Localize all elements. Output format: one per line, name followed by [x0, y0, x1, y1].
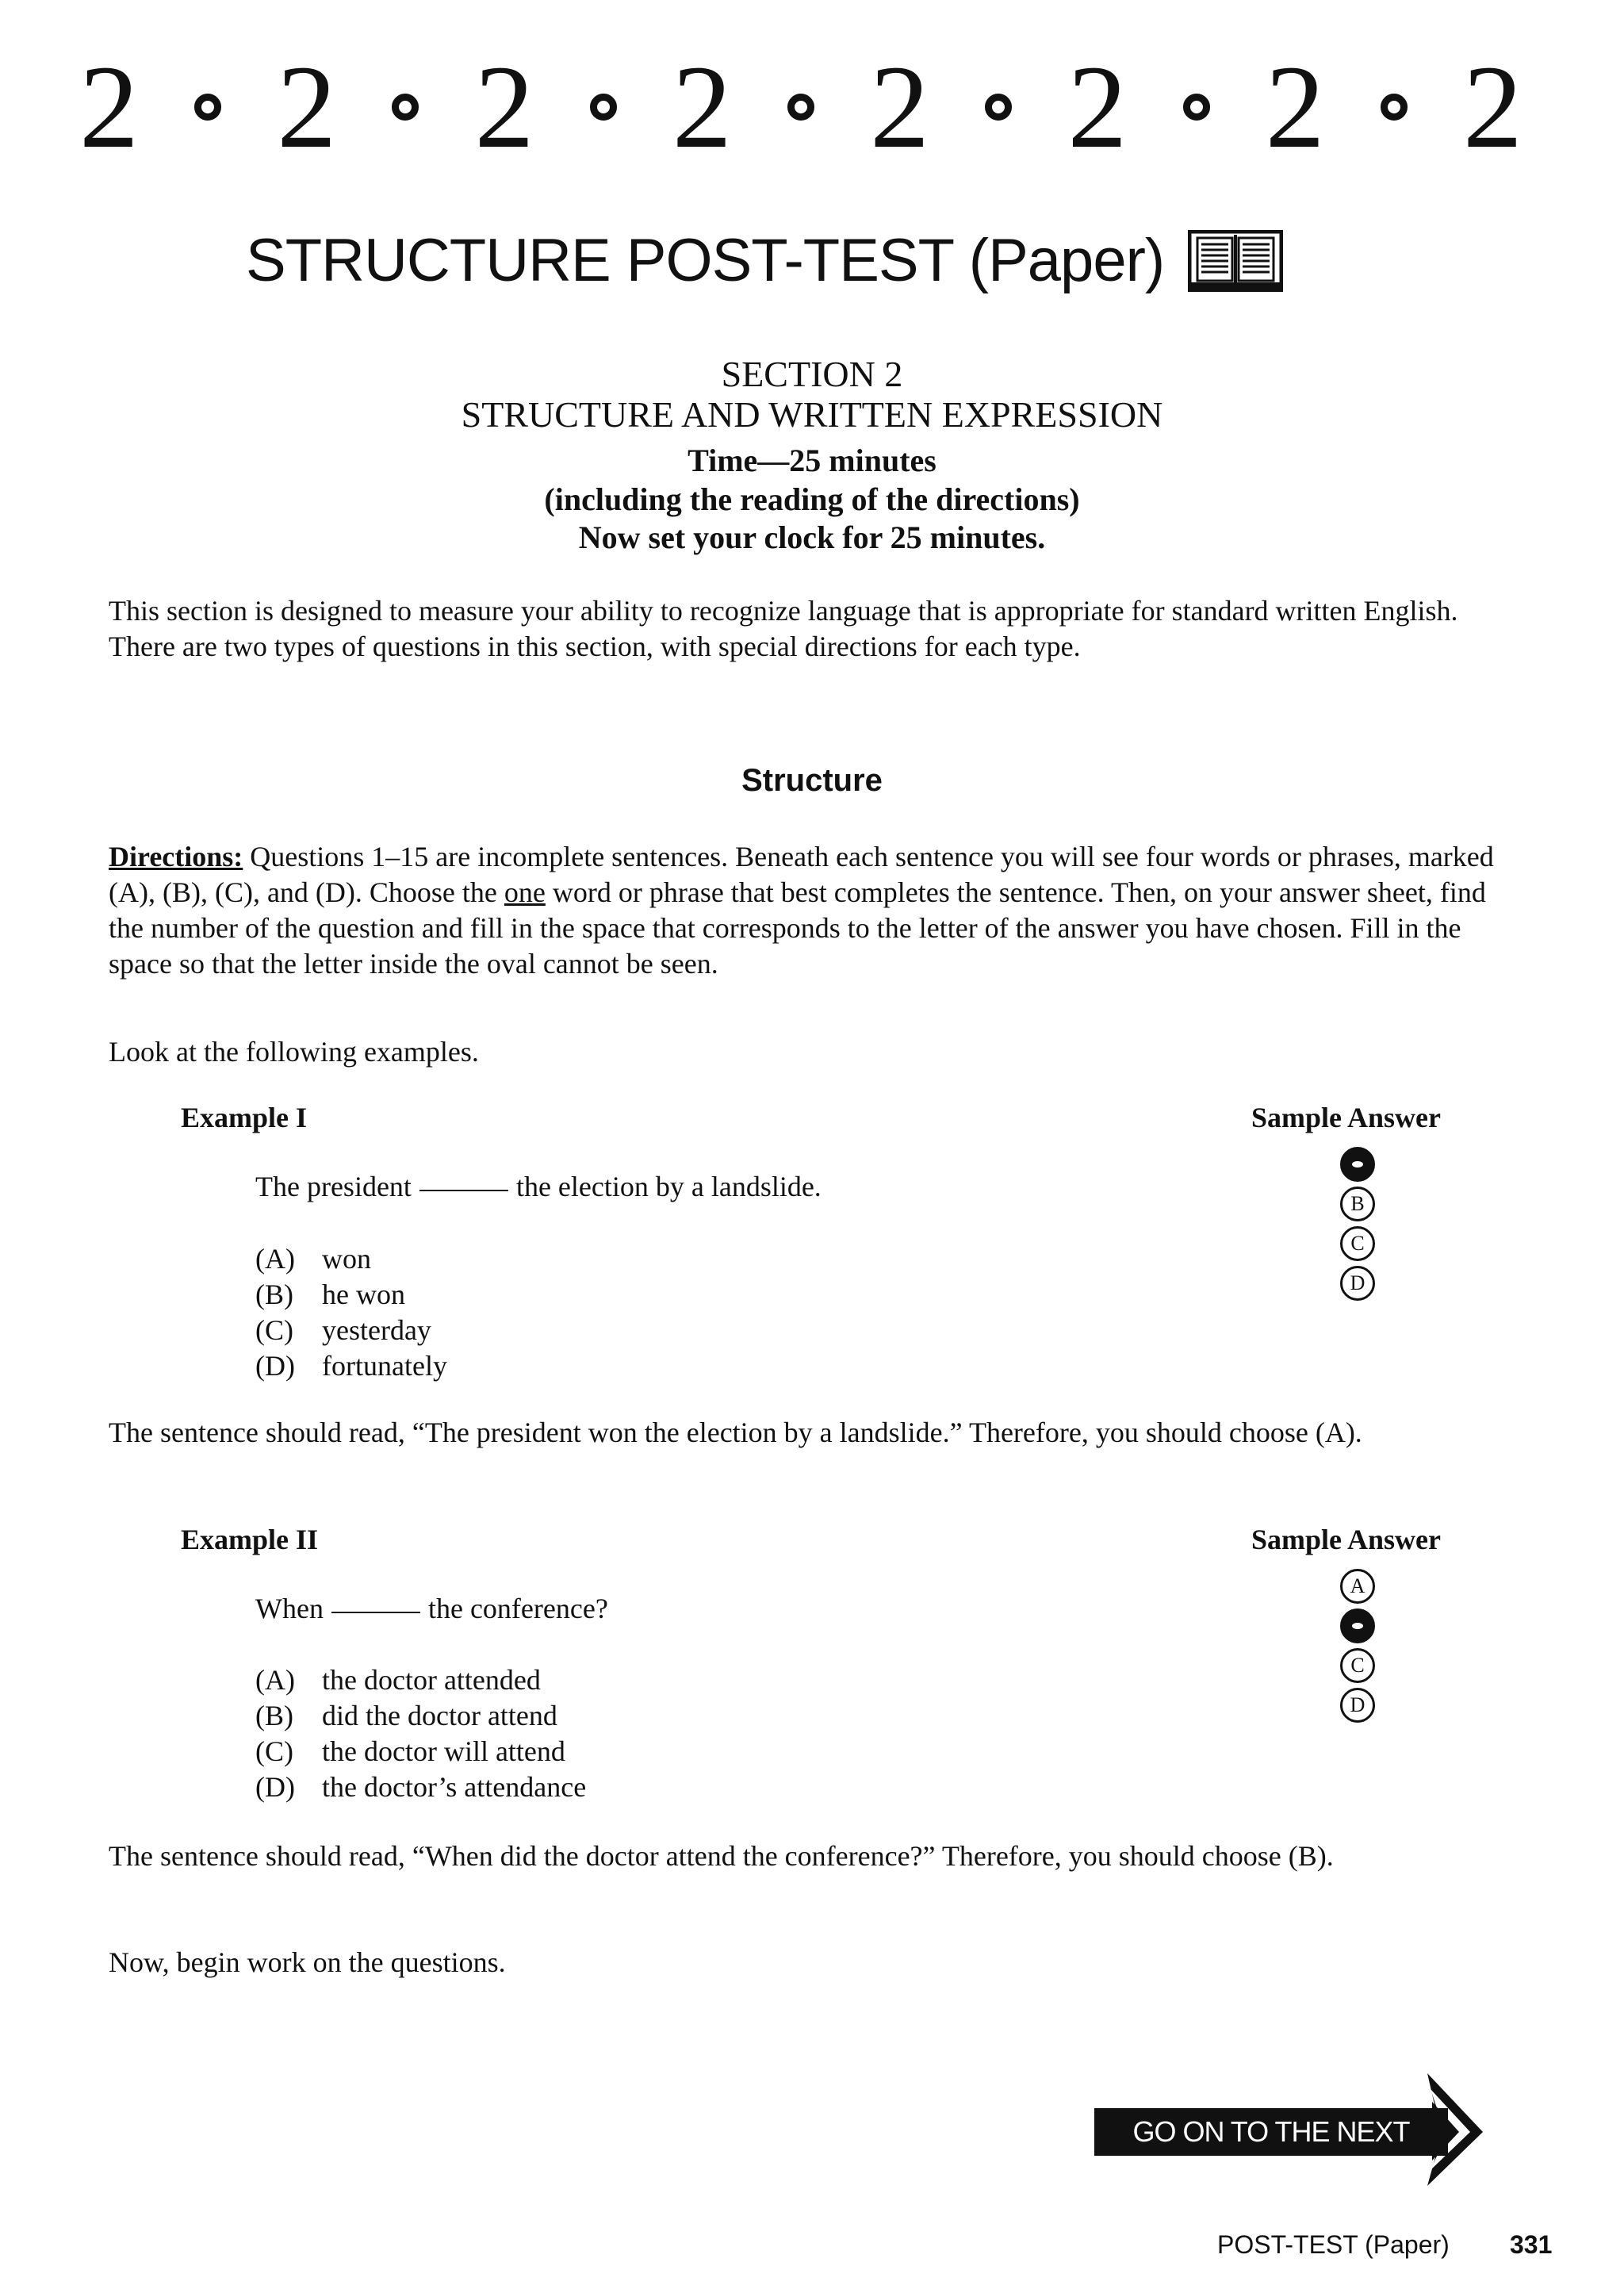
band-circle	[194, 94, 221, 121]
sample-answer-label: Sample Answer	[1251, 1102, 1442, 1133]
option-key: (B)	[255, 1700, 293, 1731]
option-item	[255, 1241, 447, 1277]
sentence-end: the conference?	[427, 1593, 608, 1624]
sample-answer-label: Sample Answer	[1251, 1524, 1442, 1555]
band-circle	[985, 94, 1012, 121]
example-options	[255, 1662, 586, 1805]
example-sentence	[255, 1591, 608, 1627]
go-next-page-label: GO ON TO THE NEXT PAGE	[1094, 2108, 1448, 2156]
option-key: (C)	[255, 1314, 293, 1346]
option-text: won	[322, 1243, 371, 1275]
section-including: (including the reading of the directions)	[544, 481, 1080, 517]
directions-text: Questions 1–15 are incomplete sentences. Beneath each sentence you will see four words or phrases, marked (A), (B), (C), and (D). Choose the	[109, 841, 1494, 908]
page-title	[246, 226, 1283, 295]
directions-paragraph	[109, 839, 1520, 982]
footer-title: POST-TEST (Paper)	[1217, 2230, 1450, 2259]
option-key: (D)	[255, 1771, 295, 1803]
answer-bubble-filled	[1340, 1608, 1375, 1643]
example-label: Example II	[181, 1524, 319, 1555]
blank-line	[419, 1190, 508, 1191]
section-name: STRUCTURE AND WRITTEN EXPRESSION	[461, 394, 1163, 435]
answer-bubble: C	[1340, 1648, 1375, 1683]
sentence-end: the election by a landslide.	[515, 1171, 822, 1202]
examples-intro: Look at the following examples.	[109, 1036, 479, 1068]
option-key: (C)	[255, 1735, 293, 1767]
go-next-page-banner	[1086, 2070, 1483, 2195]
example-label: Example I	[181, 1102, 308, 1133]
option-item	[255, 1698, 586, 1734]
section-time: Time—25 minutes	[688, 443, 936, 478]
option-item	[255, 1348, 447, 1384]
option-text: the doctor attended	[322, 1664, 541, 1696]
section-clock: Now set your clock for 25 minutes.	[578, 520, 1046, 555]
option-item	[255, 1662, 586, 1698]
option-text: he won	[322, 1279, 405, 1310]
page-number: 331	[1510, 2230, 1553, 2259]
answer-bubble-filled	[1340, 1147, 1375, 1182]
band-number: 2	[277, 41, 337, 173]
band-number: 2	[1265, 41, 1325, 173]
option-text: the doctor will attend	[322, 1735, 565, 1767]
option-item	[255, 1277, 447, 1313]
book-icon	[1188, 230, 1283, 292]
directions-emphasis: one	[504, 876, 546, 908]
option-key: (D)	[255, 1350, 295, 1382]
option-item	[255, 1313, 447, 1348]
begin-instruction: Now, begin work on the questions.	[109, 1946, 506, 1978]
answer-bubbles	[1340, 1147, 1380, 1306]
option-key: (B)	[255, 1279, 293, 1310]
directions-text: word or phrase that best completes the sentence. Then, on your answer sheet, find the number of the question and fill in the space that corresponds to the letter of the answer you have chosen. Fill in the space so that the letter inside the oval cannot be seen.	[109, 876, 1486, 980]
band-circle	[590, 94, 617, 121]
answer-bubble: B	[1340, 1187, 1375, 1221]
band-circle	[392, 94, 419, 121]
band-circle	[1183, 94, 1210, 121]
option-text: yesterday	[322, 1314, 431, 1346]
band-circle	[1381, 94, 1408, 121]
directions-label: Directions:	[109, 841, 243, 872]
example-explanation: The sentence should read, “When did the doctor attend the conference?” Therefore, you should choose (B).	[109, 1840, 1334, 1872]
band-number: 2	[474, 41, 534, 173]
answer-bubbles	[1340, 1569, 1380, 1727]
option-key: (A)	[255, 1243, 295, 1275]
answer-bubble: D	[1340, 1688, 1375, 1723]
option-key: (A)	[255, 1664, 295, 1696]
band-number: 2	[79, 41, 139, 173]
answer-bubble: A	[1340, 1569, 1375, 1604]
sentence-start: When	[255, 1593, 324, 1624]
example-explanation: The sentence should read, “The president won the election by a landslide.” Therefore, you should choose (A).	[109, 1417, 1362, 1448]
section-number-band	[79, 41, 1522, 173]
blank-line	[331, 1612, 420, 1613]
structure-heading: Structure	[741, 763, 883, 798]
answer-bubble: D	[1340, 1266, 1375, 1301]
band-number: 2	[870, 41, 930, 173]
sentence-start: The president	[255, 1171, 412, 1202]
example-options	[255, 1241, 447, 1384]
page-title-text: STRUCTURE POST-TEST (Paper)	[246, 227, 1165, 294]
band-number: 2	[672, 41, 732, 173]
band-number: 2	[1067, 41, 1128, 173]
example-sentence	[255, 1169, 822, 1205]
answer-bubble: C	[1340, 1226, 1375, 1261]
intro-paragraph: This section is designed to measure your ability to recognize language that is appropriate for standard written English. There are two types of questions in this section, with special directions for each type.	[109, 595, 1458, 662]
option-item	[255, 1734, 586, 1769]
option-item	[255, 1769, 586, 1805]
option-text: fortunately	[322, 1350, 447, 1382]
option-text: the doctor’s attendance	[322, 1771, 587, 1803]
option-text: did the doctor attend	[322, 1700, 557, 1731]
band-number: 2	[1462, 41, 1522, 173]
band-circle	[787, 94, 814, 121]
section-number: SECTION 2	[721, 354, 903, 394]
